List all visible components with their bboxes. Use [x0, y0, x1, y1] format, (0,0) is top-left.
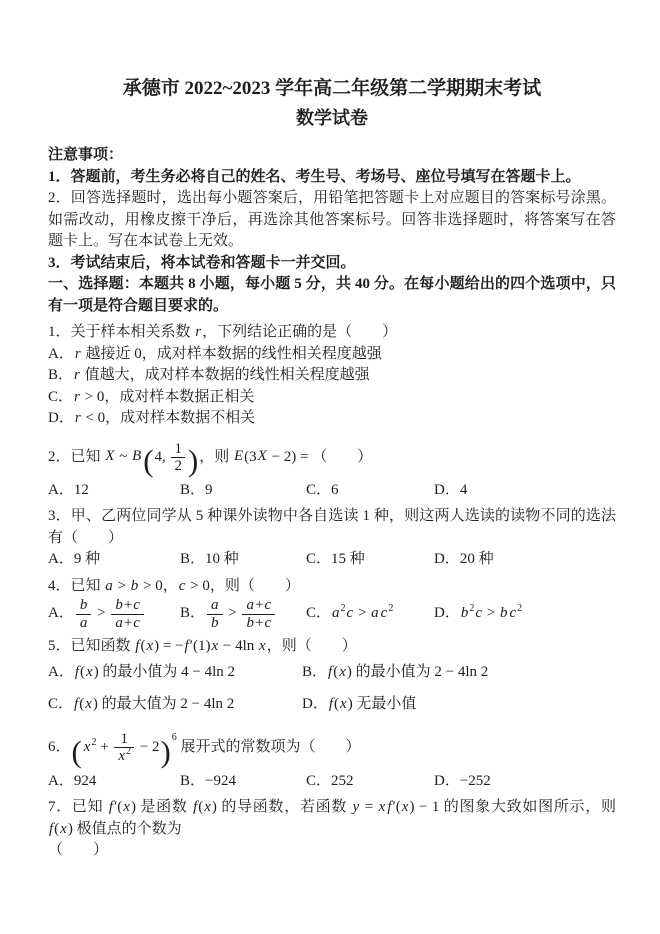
question-1-option-a: A．r 越接近 0，成对样本数据的线性相关程度越强: [48, 345, 382, 362]
section-one-intro: 一、选择题：本题共 8 小题，每小题 5 分，共 40 分。在每小题给出的四个选项中，只有一项是符合题目要求的。: [48, 276, 616, 314]
question-4-options: [48, 597, 616, 630]
question-2-option-b: B．9: [180, 481, 213, 498]
question-2-option-d: D．4: [434, 481, 468, 498]
question-1-option-d: D．r < 0，成对样本数据不相关: [48, 410, 256, 426]
question-1-option-c: C．r > 0，成对样本数据正相关: [48, 388, 255, 405]
question-6-option-c: C．252: [306, 772, 354, 789]
question-2-option-c: C．6: [306, 481, 339, 498]
note-item-1: 1．答题前，考生务必将自己的姓名、考生号、考场号、座位号填写在答题卡上。: [48, 168, 581, 185]
page-subtitle: 数学试卷: [296, 108, 368, 128]
question-1-option-b: B．r 值越大，成对样本数据的线性相关程度越强: [48, 367, 370, 383]
question-5-option-a: A．f(x) 的最小值为 4 − 4ln 2: [48, 664, 236, 681]
question-3-option-b: B．10 种: [180, 551, 239, 568]
notes-heading: 注意事项：: [48, 147, 124, 163]
question-5: [48, 636, 616, 721]
notes-section: [48, 145, 616, 274]
question-3-option-a: A．9 种: [48, 551, 101, 568]
question-4: [48, 576, 616, 631]
question-5-option-d: D．f(x) 无最小值: [302, 695, 417, 712]
question-4-option-d: D．$b^2c > b$ $c^2$: [434, 603, 523, 622]
page-title: 承德市 2022~2023 学年高二年级第二学期期末考试: [122, 78, 542, 99]
question-4-stem: 4．已知 a > b > 0，c > 0，则（ ）: [48, 577, 300, 594]
question-5-option-b: B．f(x) 的最小值为 2 − 4ln 2: [302, 664, 489, 681]
question-4-option-a: A． $\frac{b}{a}$ > $\frac{b+c}{a+c}$: [48, 597, 180, 630]
question-1-stem: 1．关于样本相关系数 r，下列结论正确的是（ ）: [48, 324, 398, 340]
question-4-option-b: B． $\frac{a}{b}$ > $\frac{a+c}{b+c}$: [180, 597, 306, 630]
question-3-stem: 3．甲、乙两位同学从 5 种课外读物中各自选读 1 种，则这两人选读的读物不同的选法有（ ）: [48, 508, 616, 546]
question-6-option-b: B．−924: [180, 772, 236, 789]
question-6-options: [48, 771, 616, 793]
question-5-options-row-2: [48, 689, 616, 721]
question-6-option-d: D．−252: [434, 772, 491, 789]
question-7-answer-blank: （ ）: [48, 842, 109, 859]
question-5-option-c: C．f(x) 的最大值为 2 − 4ln 2: [48, 695, 235, 712]
question-2-options: [48, 480, 616, 502]
question-6-option-a: A．924: [48, 772, 97, 789]
question-1: [48, 322, 616, 430]
question-6-stem: 6．( $x^2$ + $\frac{1}{x^2}$ − 2)$^6$ 展开式的常数项为（ ）: [48, 731, 361, 769]
question-2-stem: 2．已知 X ~ B(4, $\frac{1}{2}$ )，则 E(3X − 2) = （ ）: [48, 440, 373, 478]
question-7: [48, 797, 616, 862]
question-5-stem: 5．已知函数 f(x) = −f′(1)x − 4ln x，则（ ）: [48, 637, 357, 654]
question-7-stem: 7．已知 f′(x) 是函数 f(x) 的导函数，若函数 y = x f′(x) − 1 的图象大致如图所示，则 f(x) 极值点的个数为: [48, 799, 616, 837]
note-item-3: 3．考试结束后，将本试卷和答题卡一并交回。: [48, 254, 356, 271]
question-3-options: [48, 549, 616, 571]
note-item-2: 2．回答选择题时，选出每小题答案后，用铅笔把答题卡上对应题目的答案标号涂黑。如需改动，用橡皮擦干净后，再选涂其他答案标号。回答非选择题时，将答案写在答题卡上。写在本试卷上无效。: [48, 190, 616, 249]
question-2: [48, 435, 616, 502]
question-3-option-d: D．20 种: [434, 551, 494, 568]
question-4-option-c: C．$a^2c > a$ $c^2$: [306, 603, 394, 622]
question-5-options-row-1: [48, 657, 616, 689]
question-3-option-c: C．15 种: [306, 551, 365, 568]
question-6: [48, 725, 616, 792]
question-2-option-a: A．12: [48, 481, 89, 498]
question-3: [48, 506, 616, 571]
